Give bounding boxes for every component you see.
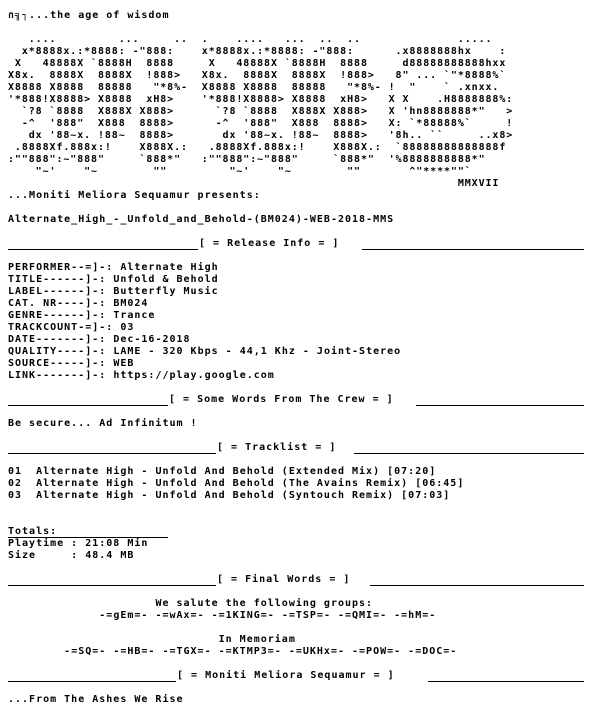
info-value: BM024 xyxy=(113,298,149,309)
release-name: Alternate_High_-_Unfold_and_Behold-(BM024)-WEB-2018-MMS xyxy=(8,214,395,225)
blank-line xyxy=(8,454,513,466)
info-value: Dec-16-2018 xyxy=(113,334,191,345)
info-value: Unfold & Behold xyxy=(113,274,219,285)
info-row-title xyxy=(8,274,513,286)
track-title: Alternate High - Unfold And Behold (Syntouch Remix) [07:03] xyxy=(36,490,451,501)
info-key: LABEL------]-: xyxy=(8,286,107,297)
info-link: https://play.google.com xyxy=(113,370,275,381)
ascii-art-row: :""888":~"888" `888*" :""888":~"888" `888*" '%8888888888*" xyxy=(8,154,486,165)
info-value: Butterfly Music xyxy=(113,286,219,297)
intro-line: ∩╗┐...the age of wisdom xyxy=(8,10,170,21)
section-header-release-info xyxy=(8,238,513,250)
ascii-art-row: -^ '888" X888 8888> -^ '888" X888 8888> X: `*88888%` ! xyxy=(8,118,514,129)
blank-line xyxy=(8,562,513,574)
memoriam-title: In Memoriam xyxy=(218,634,296,645)
blank-line xyxy=(8,250,513,262)
section-header-group xyxy=(8,670,513,682)
track-title: Alternate High - Unfold And Behold (Extended Mix) [07:20] xyxy=(36,466,437,477)
info-row-performer xyxy=(8,262,513,274)
track-row xyxy=(8,466,513,478)
info-key: QUALITY----]-: xyxy=(8,346,107,357)
info-value: 03 xyxy=(120,322,135,333)
salute-line xyxy=(8,598,513,610)
ascii-art-row: .8888Xf.888x:! X888X.: .8888Xf.888x:! X888X.: `88888888888888f xyxy=(8,142,507,153)
ascii-art-year: MMXVII xyxy=(8,178,500,189)
ascii-art-row: '*888!X8888> X8888 xH8> '*888!X8888> X8888 xH8> X X .H8888888%: xyxy=(8,94,514,105)
blank-line xyxy=(8,430,513,442)
info-row-link xyxy=(8,370,513,382)
info-row-genre xyxy=(8,310,513,322)
info-key: CAT. NR----]-: xyxy=(8,298,107,309)
info-key: TITLE------]-: xyxy=(8,274,107,285)
section-header-final-words xyxy=(8,574,513,586)
blank-line xyxy=(8,658,513,670)
ascii-art-row: "~' "~ "" "~' "~ "" ^"****""` xyxy=(8,166,472,177)
info-key: TRACKCOUNT-=]-: xyxy=(8,322,114,333)
ascii-art-logo xyxy=(8,34,513,190)
info-row-trackcount xyxy=(8,322,513,334)
section-title: [ = Final Words = ] xyxy=(217,574,351,585)
totals-playtime: Playtime : 21:08 Min xyxy=(8,538,149,549)
ascii-art-row: dx '88~x. !88~ 8888> dx '88~x. !88~ 8888> '8h.. `` ..x8> xyxy=(8,130,514,141)
blank-line xyxy=(8,406,513,418)
section-header-crew-words xyxy=(8,394,513,406)
memoriam-line xyxy=(8,634,513,646)
blank-line xyxy=(8,502,513,514)
tracklist-block xyxy=(8,466,513,502)
track-number: 02 xyxy=(8,478,23,489)
section-title: [ = Moniti Meliora Sequamur = ] xyxy=(177,670,395,681)
section-title: [ = Release Info = ] xyxy=(199,238,340,249)
track-title: Alternate High - Unfold And Behold (The Avains Remix) [06:45] xyxy=(36,478,465,489)
ascii-art-row: X8888 X8888 88888 "*8%- X8888 X8888 88888 "*8%- ! " ` .xnxx. xyxy=(8,82,500,93)
info-value: WEB xyxy=(113,358,135,369)
ascii-art-row: `?8 `8888 X888X X888> `?8 `8888 X888X X888> X 'hn8888888*" > xyxy=(8,106,514,117)
ascii-art-row: x*8888x.:*8888: -"888: x*8888x.:*8888: -"888: .x8888888hx : xyxy=(8,46,507,57)
salute-groups: -=gEm=- -=wAx=- -=1KING=- -=TSP=- -=QMI=- -=hM=- xyxy=(99,610,437,621)
info-row-label xyxy=(8,286,513,298)
info-key: SOURCE-----]-: xyxy=(8,358,107,369)
totals-label: Totals: xyxy=(8,526,58,537)
crew-words-text: Be secure... Ad Infinitum ! xyxy=(8,418,198,429)
track-row xyxy=(8,490,513,502)
section-title: [ = Some Words From The Crew = ] xyxy=(169,394,394,405)
blank-line xyxy=(8,382,513,394)
info-key: PERFORMER--=]-: xyxy=(8,262,114,273)
footer-line: ...From The Ashes We Rise xyxy=(8,694,184,705)
ascii-art-row: .... ... .. . .... ... .. .. ..... xyxy=(8,34,493,45)
info-value: Alternate High xyxy=(120,262,219,273)
info-key: GENRE------]-: xyxy=(8,310,107,321)
track-number: 03 xyxy=(8,490,23,501)
info-value: LAME - 320 Kbps - 44,1 Khz - Joint-Stereo xyxy=(113,346,402,357)
info-row-catalog xyxy=(8,298,513,310)
totals-size: Size : 48.4 MB xyxy=(8,550,135,561)
totals-heading xyxy=(8,526,513,538)
salute-groups-line xyxy=(8,610,513,622)
section-header-tracklist xyxy=(8,442,513,454)
info-row-quality xyxy=(8,346,513,358)
info-key: LINK-------]-: xyxy=(8,370,107,381)
info-key: DATE-------]-: xyxy=(8,334,107,345)
info-row-source xyxy=(8,358,513,370)
blank-line xyxy=(8,22,513,34)
section-title: [ = Tracklist = ] xyxy=(217,442,337,453)
blank-line xyxy=(8,682,513,694)
blank-line xyxy=(8,226,513,238)
blank-line xyxy=(8,586,513,598)
blank-line xyxy=(8,622,513,634)
ascii-art-row: X 48888X `8888H 8888 X 48888X `8888H 8888 d88888888888hxx xyxy=(8,58,507,69)
track-number: 01 xyxy=(8,466,23,477)
memoriam-groups: -=SQ=- -=HB=- -=TGX=- -=KTMP3=- -=UKHx=- -=POW=- -=DOC=- xyxy=(64,646,458,657)
info-row-date xyxy=(8,334,513,346)
salute-text: We salute the following groups: xyxy=(155,598,374,609)
release-info-block xyxy=(8,262,513,382)
track-row xyxy=(8,478,513,490)
blank-line xyxy=(8,514,513,526)
memoriam-groups-line xyxy=(8,646,513,658)
blank-line xyxy=(8,202,513,214)
nfo-document xyxy=(8,10,513,706)
info-value: Trance xyxy=(113,310,156,321)
presents-line: ...Moniti Meliora Sequamur presents: xyxy=(8,190,261,201)
ascii-art-row: X8x. 8888X 8888X !888> X8x. 8888X 8888X !888> 8" ... `"*8888%` xyxy=(8,70,507,81)
